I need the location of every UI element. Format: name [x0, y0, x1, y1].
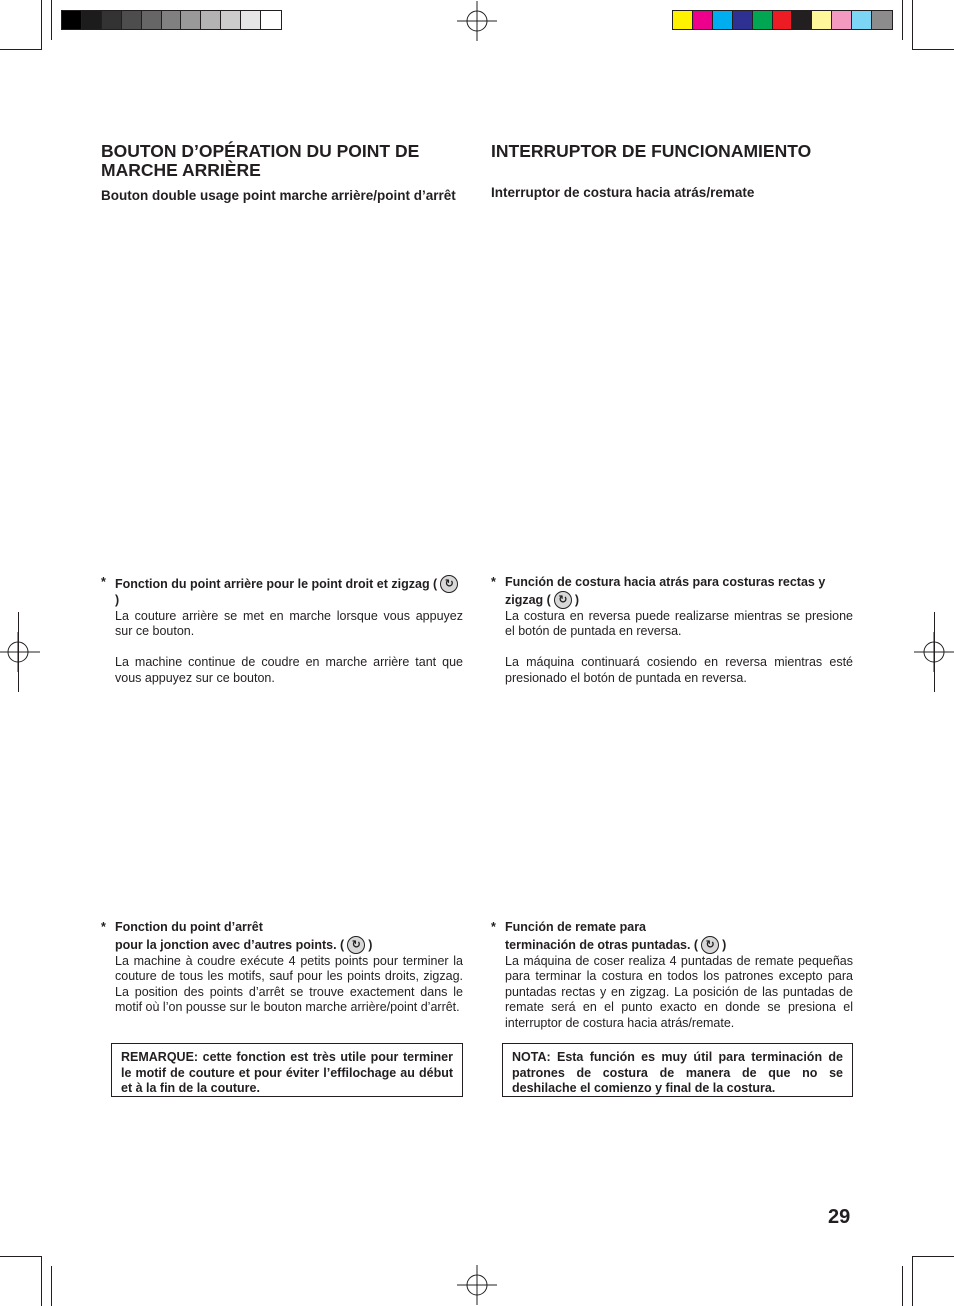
spanish-item1-paragraph2: La máquina continuará cosiendo en reversa mientras esté presionado el botón de puntada en reversa. [505, 655, 853, 685]
bullet-star: * [491, 575, 496, 589]
registration-mark-top [457, 1, 497, 41]
gray-swatch [122, 11, 142, 29]
bullet-star: * [491, 920, 496, 934]
reverse-arrow-icon: ↻ [347, 936, 365, 954]
spanish-title: INTERRUPTOR DE FUNCIONAMIENTO [491, 141, 812, 161]
color-swatch [792, 11, 812, 29]
french-subtitle: Bouton double usage point marche arrière/point d’arrêt [101, 188, 456, 203]
gray-swatch [201, 11, 221, 29]
bullet-star: * [101, 920, 106, 934]
french-item-reverse-stitch [101, 575, 463, 690]
french-item2-heading-line1: Fonction du point d’arrêt [115, 920, 263, 934]
spanish-subtitle: Interruptor de costura hacia atrás/remate [491, 185, 755, 200]
french-item2-heading-line2: pour la jonction avec d’autres points. ( ↻ ) [115, 937, 373, 952]
spanish-item2-heading-line1: Función de remate para [505, 920, 647, 934]
color-swatch [693, 11, 713, 29]
bullet-star: * [101, 575, 106, 589]
spanish-item2-paragraph1: La máquina de coser realiza 4 puntadas de remate pequeñas para terminar la costura en todos los patrones excepto para puntadas rectas y en zigzag. La posición de las puntadas de remate será en el punto exacto en donde se presiona el interruptor de costura hacia atrás/remate. [505, 953, 853, 1030]
gray-swatch [162, 11, 182, 29]
spanish-item2-heading-line2: terminación de otras puntadas. ( ↻ ) [505, 937, 727, 952]
grayscale-color-bar [61, 10, 282, 30]
color-swatch [673, 11, 693, 29]
spanish-item1-heading: Función de costura hacia atrás para costuras rectas y zigzag ( ↻ ) [505, 575, 826, 607]
french-item-lock-stitch [101, 920, 463, 1035]
gray-swatch [102, 11, 122, 29]
french-note-box: REMARQUE: cette fonction est très utile pour terminer le motif de couture et pour éviter l’effilochage au début et à la fin de la couture. [111, 1043, 463, 1097]
page-number: 29 [828, 1206, 851, 1228]
registration-mark-bottom [457, 1265, 497, 1305]
color-swatch [852, 11, 872, 29]
registration-mark-left [0, 632, 40, 672]
french-item2-paragraph1: La machine à coudre exécute 4 petits points pour terminer la couture de tous les motifs, sauf pour les points droits, zigzag. La position des points d’arrêt se trouve exactement dans le motif où l’on pousse sur le bouton marche arrière/point d’arrêt. [115, 953, 463, 1015]
reverse-arrow-icon: ↻ [554, 591, 572, 609]
color-swatch [832, 11, 852, 29]
spanish-item1-paragraph1: La costura en reversa puede realizarse mientras se presione el botón de puntada en reversa. [505, 608, 853, 639]
gray-swatch [221, 11, 241, 29]
color-swatch [713, 11, 733, 29]
color-swatch [773, 11, 793, 29]
gray-swatch [181, 11, 201, 29]
gray-swatch [261, 11, 281, 29]
reverse-arrow-icon: ↻ [701, 936, 719, 954]
color-swatch [753, 11, 773, 29]
gray-swatch [142, 11, 162, 29]
spanish-note-box: NOTA: Esta función es muy útil para terminación de patrones de costura de manera de que no se deshilache el comienzo y final de la costura. [502, 1043, 853, 1097]
spanish-item-reverse-stitch [491, 575, 853, 690]
reverse-arrow-icon: ↻ [440, 575, 458, 593]
gray-swatch [82, 11, 102, 29]
french-item1-paragraph2: La machine continue de coudre en marche arrière tant que vous appuyez sur ce bouton. [115, 655, 463, 685]
color-swatch [872, 11, 892, 29]
spanish-item-lock-stitch [491, 920, 853, 1035]
color-swatch [733, 11, 753, 29]
french-title: BOUTON D’OPÉRATION DU POINT DE MARCHE ARRIÈRE [101, 141, 420, 180]
color-swatch [812, 11, 832, 29]
process-color-bar [672, 10, 893, 30]
gray-swatch [62, 11, 82, 29]
french-item1-heading: Fonction du point arrière pour le point droit et zigzag ( ↻ ) [115, 575, 463, 609]
gray-swatch [241, 11, 261, 29]
french-item1-paragraph1: La couture arrière se met en marche lorsque vous appuyez sur ce bouton. [115, 608, 463, 639]
